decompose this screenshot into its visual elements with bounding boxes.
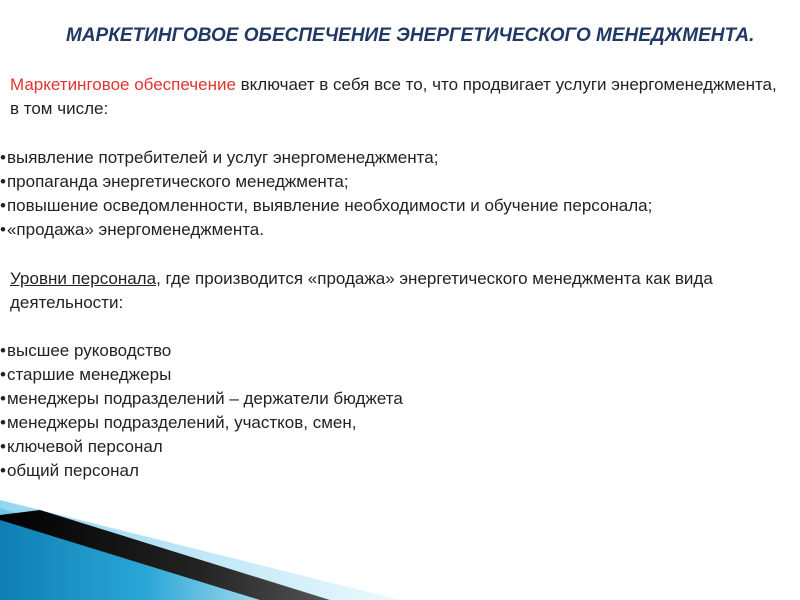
list-item: • «продажа» энергоменеджмента. [0, 218, 652, 242]
list-item: • высшее руководство [0, 339, 403, 363]
levels-paragraph [10, 267, 790, 315]
swoosh-light [0, 500, 400, 600]
levels-term: Уровни персонала [10, 269, 157, 288]
slide-title: МАРКЕТИНГОВОЕ ОБЕСПЕЧЕНИЕ ЭНЕРГЕТИЧЕСКОГО МЕНЕДЖМЕНТА. [66, 25, 755, 46]
list-item: • менеджеры подразделений – держатели бюджета [0, 387, 403, 411]
list-item: • выявление потребителей и услуг энергоменеджмента; [0, 146, 652, 170]
list-item: • менеджеры подразделений, участков, смен, [0, 411, 403, 435]
list-item: • ключевой персонал [0, 435, 403, 459]
intro-text: включает в себя все то, что продвигает услуги энергоменеджмента, в том числе: [10, 75, 777, 118]
list-item: • общий персонал [0, 459, 403, 483]
intro-paragraph [10, 73, 780, 121]
list-item: • пропаганда энергетического менеджмента; [0, 170, 652, 194]
intro-term: Маркетинговое обеспечение [10, 75, 236, 94]
list-item: • старшие менеджеры [0, 363, 403, 387]
marketing-list [0, 146, 652, 242]
staff-levels-list [0, 339, 403, 483]
levels-text: , где производится «продажа» энергетического менеджмента как вида деятельности: [10, 269, 713, 312]
swoosh-blue [0, 508, 290, 600]
list-item: • повышение осведомленности, выявление необходимости и обучение персонала; [0, 194, 652, 218]
swoosh-dark [0, 510, 330, 600]
